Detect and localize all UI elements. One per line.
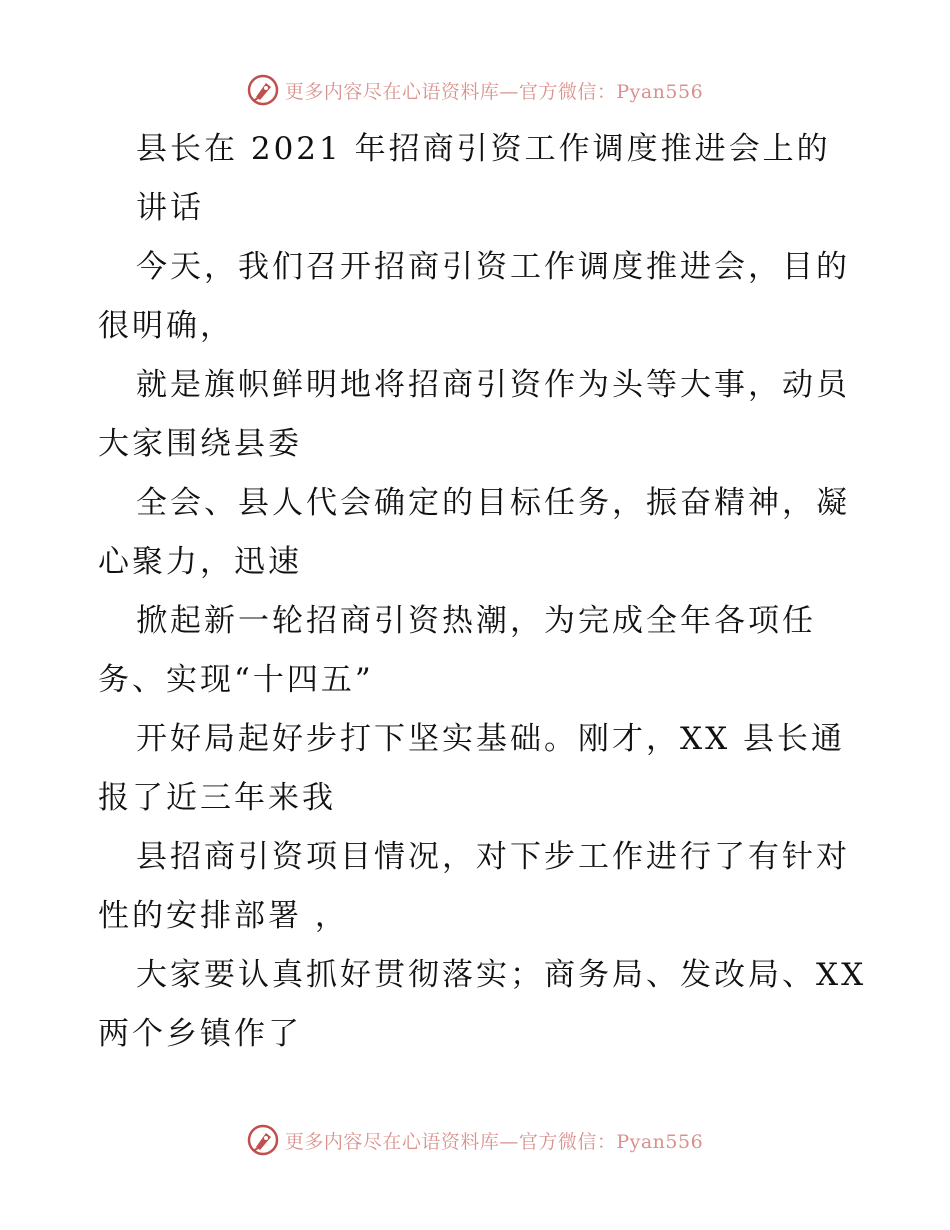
paragraph-line: 报了近三年来我 [98, 780, 336, 816]
paragraph-line: 两个乡镇作了 [98, 1016, 302, 1052]
paragraph-line: 大家围绕县委 [98, 426, 302, 462]
document-body [98, 120, 867, 1064]
document-title-line: 县长在 2021 年招商引资工作调度推进会上的 [136, 131, 831, 167]
watermark-text: 更多内容尽在心语资料库—官方微信：Pyan556 [284, 80, 704, 103]
paragraph-line: 全会、县人代会确定的目标任务，振奋精神，凝 [136, 485, 850, 521]
watermark-text: 更多内容尽在心语资料库—官方微信：Pyan556 [284, 1130, 704, 1153]
paragraph-line: 性的安排部署 ， [98, 898, 349, 934]
paragraph-line: 县招商引资项目情况，对下步工作进行了有针对 [136, 839, 850, 875]
pen-nib-logo-icon [247, 74, 279, 106]
paragraph-line: 今天，我们召开招商引资工作调度推进会，目的 [136, 249, 850, 285]
paragraph-line: 大家要认真抓好贯彻落实；商务局、发改局、XX [136, 957, 867, 993]
paragraph-line: 就是旗帜鲜明地将招商引资作为头等大事，动员 [136, 367, 850, 403]
pen-nib-logo-icon [247, 1124, 279, 1156]
paragraph-line: 很明确， [98, 308, 234, 344]
paragraph-line: 务、实现“十四五” [98, 662, 374, 698]
paragraph-line: 心聚力，迅速 [98, 544, 302, 580]
document-title-line: 讲话 [136, 190, 204, 226]
footer-watermark [0, 1120, 950, 1160]
paragraph-line: 掀起新一轮招商引资热潮，为完成全年各项任 [136, 603, 816, 639]
header-watermark [0, 70, 950, 110]
paragraph-line: 开好局起好步打下坚实基础。刚才，XX 县长通 [136, 721, 845, 757]
